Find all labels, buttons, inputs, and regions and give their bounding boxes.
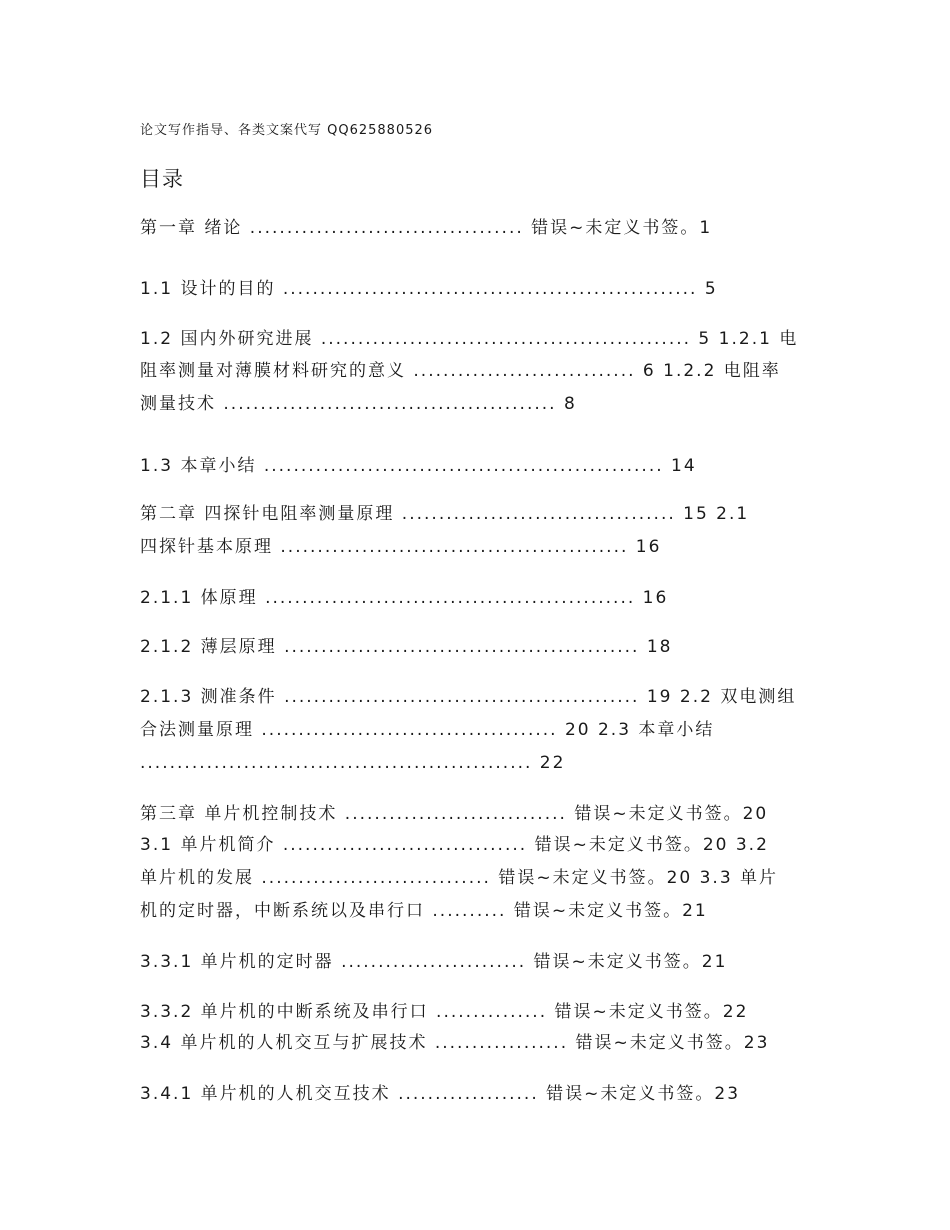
toc-line-2-1-2: 2.1.2 薄层原理 ................................................ 18	[140, 637, 673, 657]
toc-line-3-3: 机的定时器，中断系统以及串行口 .......... 错误~未定义书签。21	[140, 901, 708, 921]
toc-line-1-2-cont-2: 测量技术 ............................................. 8	[140, 394, 577, 414]
toc-line-chapter-1: 第一章 绪论 ..................................... 错误~未定义书签。1	[140, 218, 713, 238]
toc-line-3-2: 单片机的发展 ............................... 错误~未定义书签。20 3.3 单片	[140, 868, 779, 888]
toc-title: 目录	[140, 167, 184, 191]
toc-line-2-3: ..................................................... 22	[140, 753, 566, 773]
toc-line-3-3-1: 3.3.1 单片机的定时器 ......................... 错误~未定义书签。21	[140, 952, 728, 972]
toc-line-2-1: 四探针基本原理 ............................................... 16	[140, 537, 662, 557]
toc-line-1-2: 1.2 国内外研究进展 .................................................. 5 1.2.1 电	[140, 329, 799, 349]
toc-line-3-3-2: 3.3.2 单片机的中断系统及串行口 ............... 错误~未定义书签。22	[140, 1002, 749, 1022]
toc-line-1-3: 1.3 本章小结 ...................................................... 14	[140, 456, 697, 476]
toc-line-2-2: 合法测量原理 ........................................ 20 2.3 本章小结	[140, 720, 715, 740]
toc-line-1-2-cont-1: 阻率测量对薄膜材料研究的意义 .............................. 6 1.2.2 电阻率	[140, 361, 781, 381]
toc-line-chapter-2: 第二章 四探针电阻率测量原理 ..................................... 15 2.1	[140, 504, 750, 524]
toc-line-3-4-1: 3.4.1 单片机的人机交互技术 ................... 错误~未定义书签。23	[140, 1084, 741, 1104]
header-note: 论文写作指导、各类文案代写 QQ625880526	[140, 123, 434, 138]
toc-line-3-1: 3.1 单片机简介 ................................. 错误~未定义书签。20 3.2	[140, 835, 769, 855]
toc-line-2-1-3: 2.1.3 测准条件 ................................................ 19 2.2 双电测组	[140, 687, 797, 707]
toc-line-3-4: 3.4 单片机的人机交互与扩展技术 .................. 错误~未定义书签。23	[140, 1033, 770, 1053]
toc-line-1-1: 1.1 设计的目的 ........................................................ 5	[140, 279, 718, 299]
toc-line-chapter-3: 第三章 单片机控制技术 .............................. 错误~未定义书签。20	[140, 804, 769, 824]
toc-line-2-1-1: 2.1.1 体原理 .................................................. 16	[140, 588, 669, 608]
